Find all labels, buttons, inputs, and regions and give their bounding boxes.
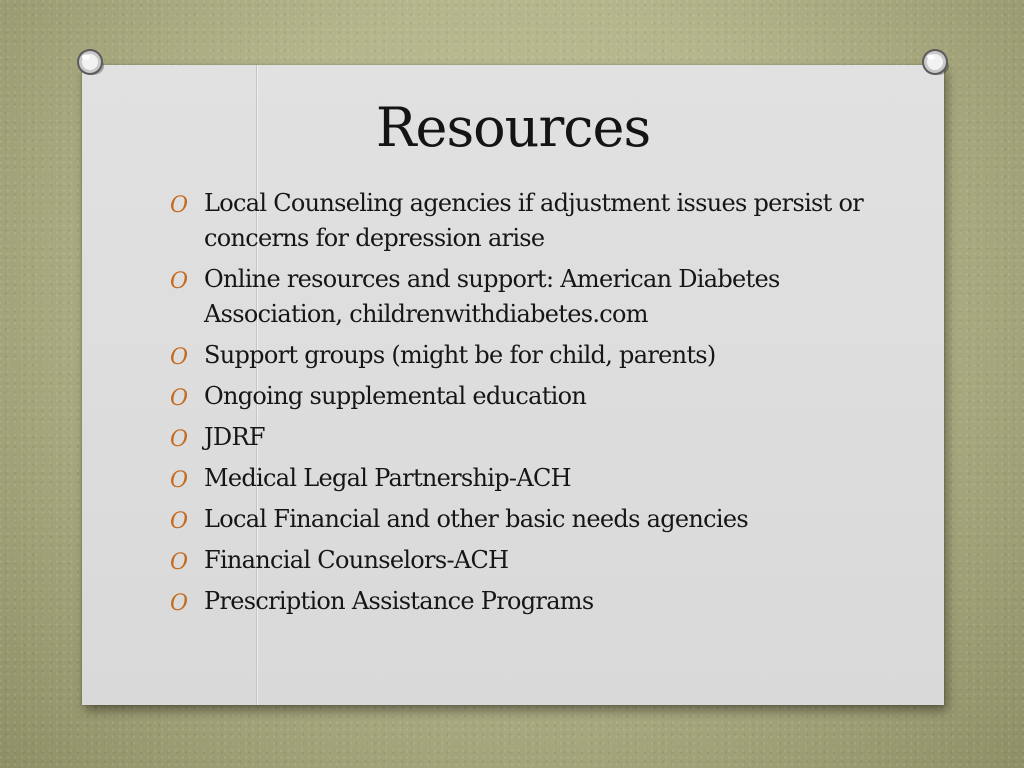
list-item	[170, 338, 890, 373]
bullet-marker-icon: O	[170, 550, 188, 575]
bullet-text: Online resources and support: American Diabetes Association, childrenwithdiabetes.com	[204, 265, 780, 328]
bullet-text: Ongoing supplemental education	[204, 382, 587, 410]
bullet-marker-icon: O	[170, 345, 188, 370]
list-item	[170, 262, 890, 332]
bullet-text: Local Financial and other basic needs agencies	[204, 505, 749, 533]
slide-title: Resources	[375, 96, 651, 159]
list-item	[170, 502, 890, 537]
bullet-marker-icon: O	[170, 468, 188, 493]
list-item	[170, 543, 890, 578]
bullet-marker-icon: O	[170, 591, 188, 616]
list-item	[170, 379, 890, 414]
bullet-marker-icon: O	[170, 427, 188, 452]
bullet-list	[170, 186, 890, 625]
bullet-marker-icon: O	[170, 386, 188, 411]
bullet-text: Medical Legal Partnership-ACH	[204, 464, 571, 492]
bullet-text: Prescription Assistance Programs	[204, 587, 594, 615]
list-item	[170, 584, 890, 619]
bullet-marker-icon: O	[170, 509, 188, 534]
list-item	[170, 186, 890, 256]
bullet-text: Local Counseling agencies if adjustment issues persist or concerns for depression arise	[204, 189, 864, 252]
bullet-marker-icon: O	[170, 269, 188, 294]
bullet-marker-icon: O	[170, 193, 188, 218]
bullet-text: JDRF	[204, 423, 265, 451]
list-item	[170, 461, 890, 496]
list-item	[170, 420, 890, 455]
bullet-text: Support groups (might be for child, parents)	[204, 341, 716, 369]
pushpin-right-icon	[915, 42, 955, 82]
bullet-text: Financial Counselors-ACH	[204, 546, 509, 574]
pushpin-left-icon	[70, 42, 110, 82]
